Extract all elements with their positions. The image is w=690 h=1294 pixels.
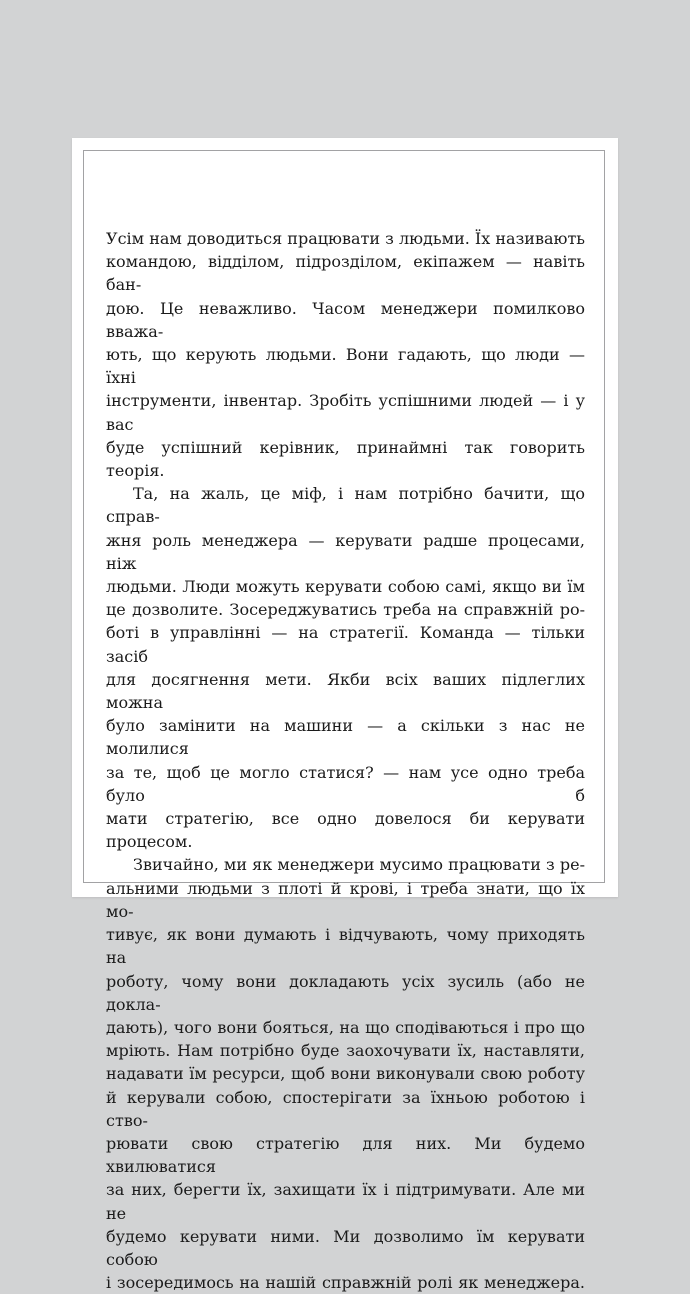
text-line: Усім нам доводиться працювати з людьми. Їх називають [106, 229, 585, 248]
text-line: тивує, як вони думають і відчувають, чому приходять на [106, 925, 585, 968]
text-line: мати стратегію, все одно довелося би керувати процесом. [106, 809, 585, 852]
text-line: для досягнення мети. Якби всіх ваших підлеглих можна [106, 669, 585, 713]
text-line: боті в управлінні — на стратегії. Команда — тільки засіб [106, 623, 585, 666]
text-line: рювати свою стратегію для них. Ми будемо хвилюватися [106, 1133, 585, 1177]
text-line: інструменти, інвентар. Зробіть успішними людей — і у вас [106, 391, 585, 434]
text-line: було замінити на машини — а скільки з нас не молилися [106, 716, 585, 759]
text-line: за них, берегти їх, захищати їх і підтримувати. Але ми не [106, 1180, 585, 1223]
text-line: дають), чого вони бояться, на що сподіваються і про що [106, 1017, 585, 1037]
text-line: це дозволите. Зосереджуватись треба на справжній ро- [106, 600, 585, 620]
paragraph [106, 227, 585, 482]
text-line: за те, щоб це могло статися? — нам усе одно треба було б [106, 762, 585, 805]
text-line: жня роль менеджера — керувати радше процесами, ніж [106, 530, 585, 573]
text-line: людьми. Люди можуть керувати собою самі, якщо ви їм [106, 577, 585, 597]
text-line: дою. Це неважливо. Часом менеджери помилково вважа- [106, 298, 585, 341]
book-page[interactable] [72, 138, 618, 1293]
paragraph [106, 853, 585, 1294]
text-line: буде успішний керівник, принаймні так говорить теорія. [106, 437, 585, 481]
page-frame [83, 150, 605, 1293]
text-line: командою, відділом, підрозділом, екіпажем — навіть бан- [106, 252, 585, 295]
text-line: і зосередимось на нашій справжній ролі як менеджера. [106, 1273, 585, 1293]
text-line: ють, що керують людьми. Вони гадають, що люди — їхні [106, 345, 585, 388]
text-line: альними людьми з плоті й крові, і треба знати, що їх мо- [106, 878, 585, 921]
text-line: будемо керувати ними. Ми дозволимо їм керувати собою [106, 1226, 585, 1269]
text-line: й керували собою, спостерігати за їхньою роботою і ство- [106, 1087, 585, 1130]
text-line: роботу, чому вони докладають усіх зусиль (або не докла- [106, 971, 585, 1014]
paragraph [106, 482, 585, 853]
text-line: мріють. Нам потрібно буде заохочувати їх, наставляти, [106, 1041, 585, 1061]
text-line: Звичайно, ми як менеджери мусимо працювати з ре- [133, 855, 585, 875]
text-line: надавати їм ресурси, щоб вони виконували свою роботу [106, 1064, 585, 1084]
text-line: Та, на жаль, це міф, і нам потрібно бачити, що справ- [106, 484, 585, 527]
